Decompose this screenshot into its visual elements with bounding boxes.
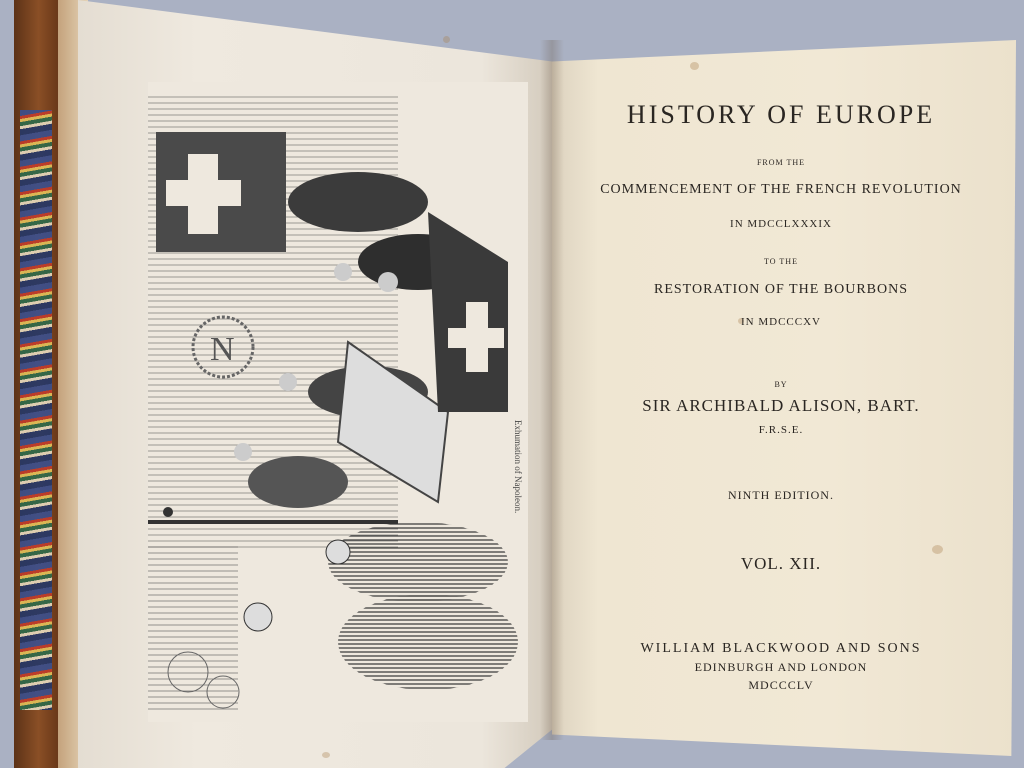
foxing-spot [690,62,699,70]
marbled-endpaper [20,110,52,710]
book-title: HISTORY OF EUROPE [626,100,936,129]
to-label: TO THE [764,257,798,266]
foxing-spot [443,36,450,43]
book-gutter [540,40,564,740]
publication-year: MDCCCLV [748,678,814,692]
frontispiece-caption: Exhumation of Napoleon. [513,420,523,514]
start-year: IN MDCCLXXXIX [730,218,832,230]
frontispiece-engraving [148,82,528,722]
volume-number: VOL. XII. [740,554,822,573]
publisher: WILLIAM BLACKWOOD AND SONS [640,641,922,656]
author-credentials: F.R.S.E. [758,424,804,436]
edition: NINTH EDITION. [728,488,834,502]
commencement-line: COMMENCEMENT OF THE FRENCH REVOLUTION [600,182,962,197]
restoration-line: RESTORATION OF THE BOURBONS [653,282,908,297]
author-name: SIR ARCHIBALD ALISON, BART. [642,396,920,415]
svg-text:N: N [210,331,235,368]
from-label: FROM THE [756,158,806,167]
publisher-place: EDINBURGH AND LONDON [694,660,868,674]
end-year: IN MDCCCXV [741,316,821,328]
foxing-spot [322,752,330,758]
foxing-spot [932,545,943,554]
by-label: BY [774,380,788,389]
